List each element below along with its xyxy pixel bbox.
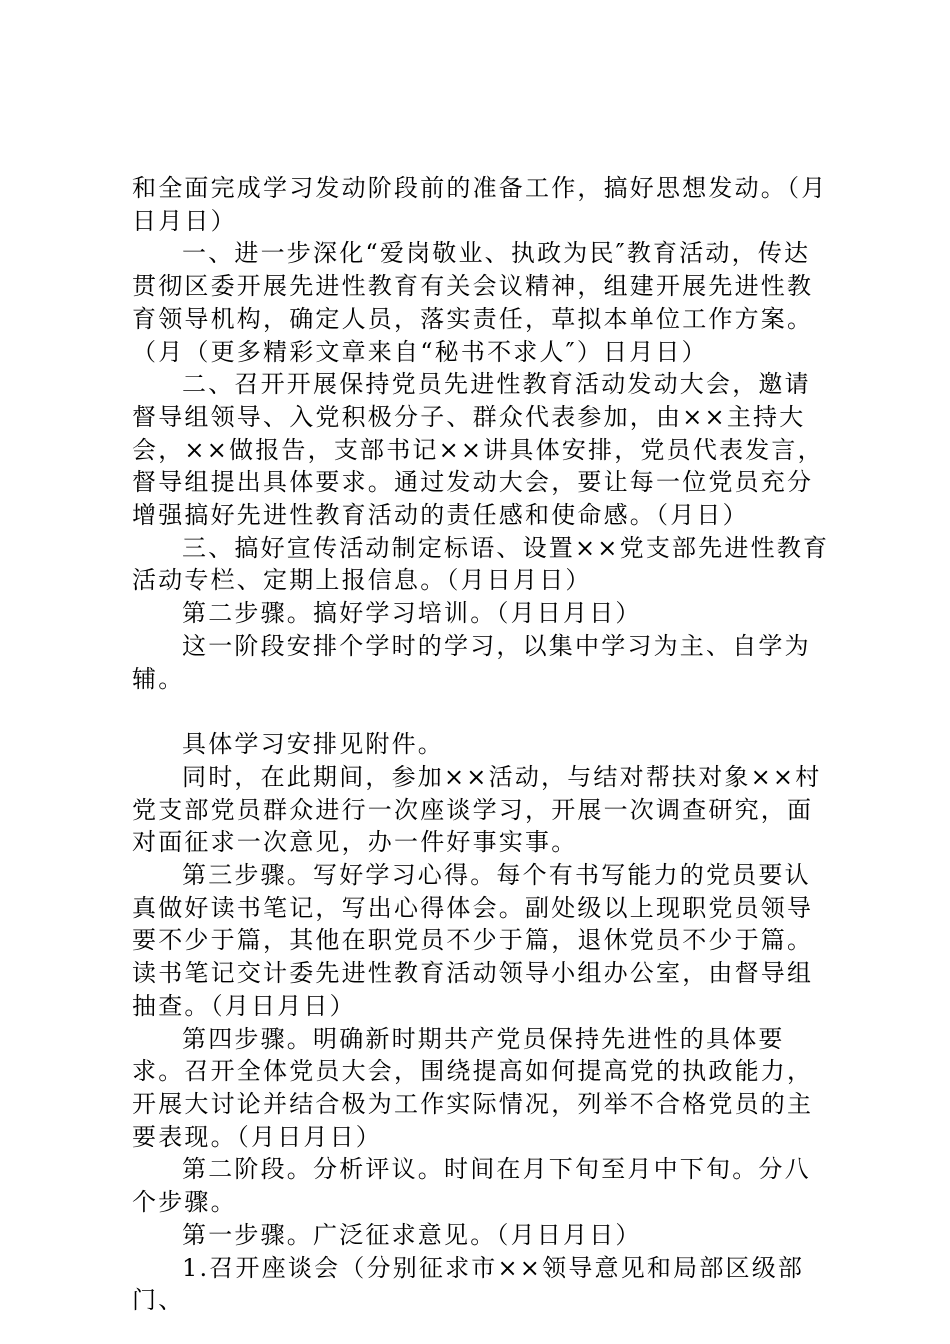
paragraph-preparation: 和全面完成学习发动阶段前的准备工作，搞好思想发动。（月日月日）: [132, 174, 828, 235]
document-body: [132, 172, 832, 1317]
paragraph-step-one: 第一步骤。广泛征求意见。（月日月日）: [182, 1220, 642, 1249]
paragraph-meanwhile: 同时，在此期间，参加××活动，与结对帮扶对象××村党支部党员群众进行一次座谈学习，开展一次调查研究，面对面征求一次意见，办一件好事实事。: [132, 762, 822, 857]
paragraph-attachment-note: 具体学习安排见附件。: [182, 730, 444, 759]
paragraph-step-three: 第三步骤。写好学习心得。每个有书写能力的党员要认真做好读书笔记，写出心得体会。副处级以上现职党员领导要不少于篇，其他在职党员不少于篇，退休党员不少于篇。读书笔记交计委先进性教育活动领导小组办公室，由督导组抽查。（月日月日）: [132, 861, 814, 1020]
paragraph-symposium: 1.召开座谈会（分别征求市××领导意见和局部区级部门、: [132, 1253, 805, 1315]
paragraph-item-two: 二、召开开展保持党员先进性教育活动发动大会，邀请督导组领导、入党积极分子、群众代表参加，由××主持大会，××做报告，支部书记××讲具体安排，党员代表发言，督导组提出具体要求。通过发动大会，要让每一位党员充分增强搞好先进性教育活动的责任感和使命感。（月日）: [132, 370, 824, 530]
paragraph-item-one: 一、进一步深化“爱岗敬业、执政为民″教育活动，传达贯彻区委开展先进性教育有关会议精神，组建开展先进性教育领导机构，确定人员，落实责任，草拟本单位工作方案。（月（更多精彩文章来自“秘书不求人″）日月日）: [132, 239, 814, 366]
paragraph-item-three: 三、搞好宣传活动制定标语、设置××党支部先进性教育活动专栏、定期上报信息。（月日月日）: [132, 533, 830, 595]
paragraph-stage-two: 第二阶段。分析评议。时间在月下旬至月中下旬。分八个步骤。: [132, 1155, 811, 1217]
paragraph-step-two: 第二步骤。搞好学习培训。（月日月日）: [182, 599, 642, 628]
paragraph-step-four: 第四步骤。明确新时期共产党员保持先进性的具体要求。召开全体党员大会，围绕提高如何提高党的执政能力，开展大讨论并结合极为工作实际情况，列举不合格党员的主要表现。（月日月日）: [132, 1024, 814, 1151]
paragraph-study-hours: 这一阶段安排个学时的学习，以集中学习为主、自学为辅。: [132, 631, 811, 693]
